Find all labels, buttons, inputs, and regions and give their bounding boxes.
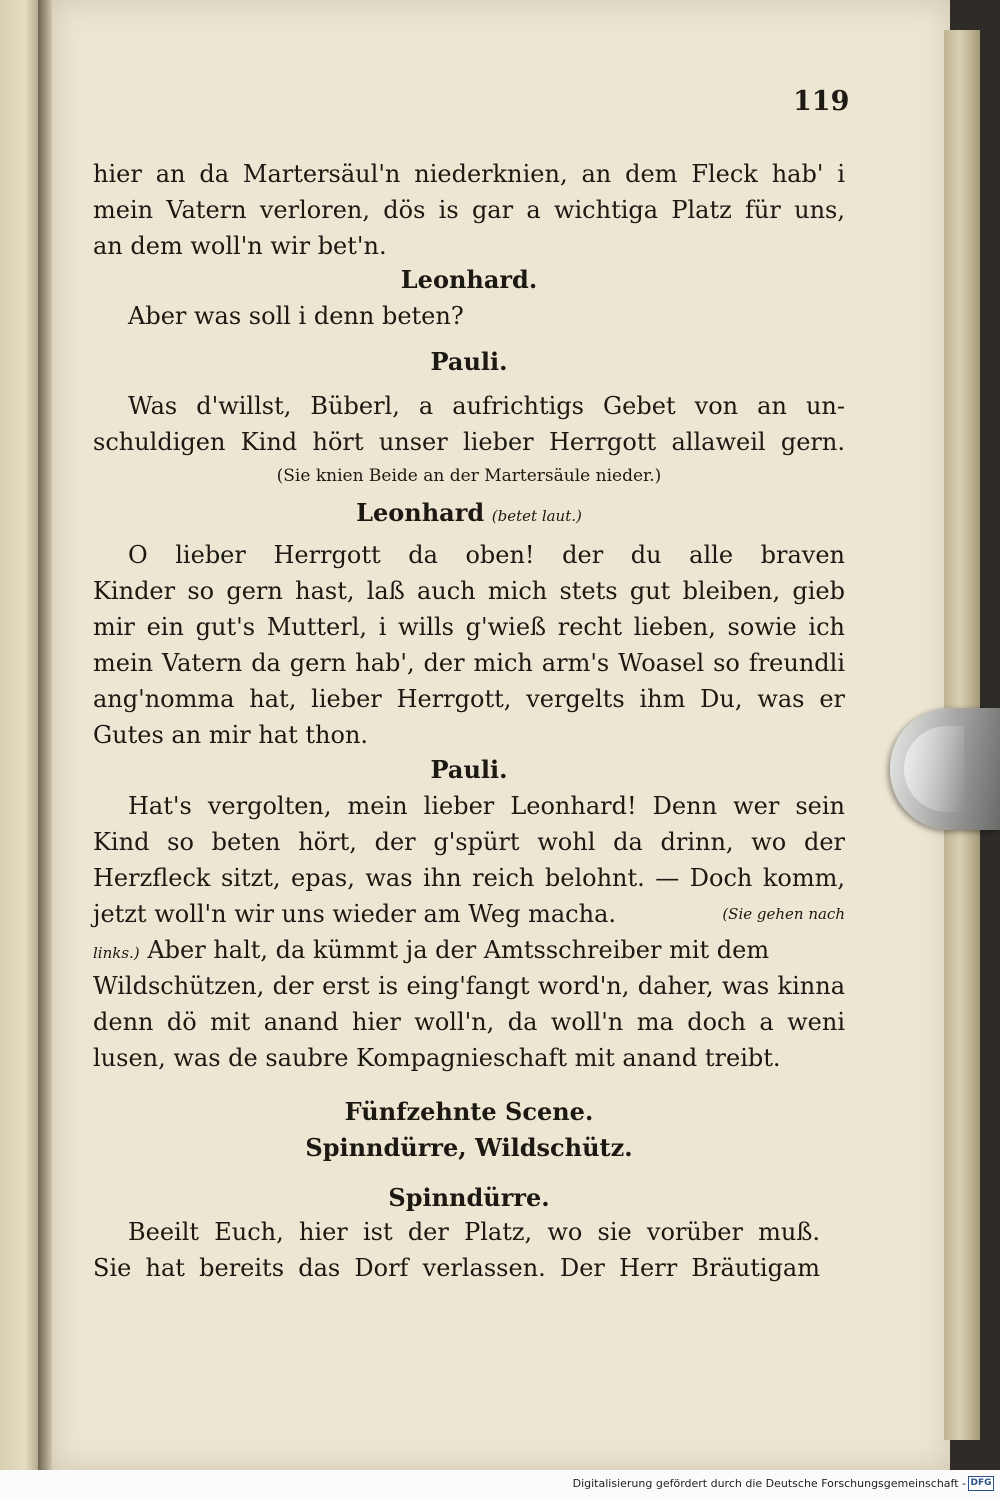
text-line: hier an da Martersäul'n niederknien, an dem Fleck hab' i — [93, 160, 845, 188]
text-line: schuldigen Kind hört unser lieber Herrgott allaweil gern. — [93, 428, 845, 456]
text-line: denn dö mit anand hier woll'n, da woll'n ma doch a weni — [93, 1008, 845, 1036]
text-line: Kind so beten hört, der g'spürt wohl da drinn, wo der — [93, 828, 845, 856]
text-line: ang'nomma hat, lieber Herrgott, vergelts ihm Du, was er — [93, 685, 845, 713]
text-line: mein Vatern da gern hab', der mich arm's Woasel so freundli — [93, 649, 845, 677]
text-line: mir ein gut's Mutterl, i wills g'wieß recht lieben, sowie ich — [93, 613, 845, 641]
text-line: Wildschützen, der erst is eing'fangt word'n, daher, was kinna — [93, 972, 845, 1000]
text-line: an dem woll'n wir bet'n. — [93, 232, 387, 260]
text-line-with-stage — [93, 896, 845, 932]
text-line: Hat's vergolten, mein lieber Leonhard! Denn wer sein — [128, 792, 845, 820]
footer-credit: Digitalisierung gefördert durch die Deutsche Forschungsgemeinschaft - — [572, 1477, 966, 1490]
text-segment: jetzt woll'n wir uns wieder am Weg macha. — [93, 900, 617, 928]
text-line: Gutes an mir hat thon. — [93, 721, 369, 749]
scene-cast: Spinndürre, Wildschütz. — [305, 1133, 633, 1162]
text-line: lusen, was de saubre Kompagnieschaft mit anand treibt. — [93, 1044, 781, 1072]
text-line-with-stage — [93, 932, 845, 971]
text-segment: Aber halt, da kümmt ja der Amtsschreiber mit dem — [147, 936, 770, 964]
inline-stage-direction: (Sie gehen nach — [722, 905, 845, 923]
speaker-heading: Leonhard. — [400, 265, 538, 294]
speaker-heading: Pauli. — [430, 755, 508, 784]
speaker-note: (betet laut.) — [491, 507, 582, 525]
text-line: Sie hat bereits das Dorf verlassen. Der Herr Bräutigam — [93, 1254, 820, 1282]
dfg-logo: DFG — [968, 1476, 994, 1491]
text-line: Was d'willst, Büberl, a aufrichtigs Gebet von an un- — [128, 392, 845, 420]
speaker-name: Leonhard — [356, 498, 485, 527]
speaker-heading-with-note — [93, 495, 845, 534]
inline-stage-direction: links.) — [93, 944, 140, 962]
text-line: Aber was soll i denn beten? — [128, 302, 464, 330]
speaker-heading: Spinndürre. — [388, 1183, 550, 1212]
text-line: Beeilt Euch, hier ist der Platz, wo sie vorüber muß. — [128, 1218, 820, 1246]
speaker-heading: Pauli. — [430, 347, 508, 376]
page-clip — [890, 708, 1000, 830]
stage-direction: (Sie knien Beide an der Martersäule nieder.) — [276, 466, 662, 486]
scene-title: Fünfzehnte Scene. — [344, 1097, 594, 1126]
text-line: Kinder so gern hast, laß auch mich stets gut bleiben, gieb — [93, 577, 845, 605]
text-line: mein Vatern verloren, dös is gar a wichtiga Platz für uns, — [93, 196, 845, 224]
text-line: O lieber Herrgott da oben! der du alle braven — [128, 541, 845, 569]
left-page-edge — [0, 0, 42, 1470]
page-number: 119 — [793, 86, 850, 117]
text-line: Herzfleck sitzt, epas, was ihn reich belohnt. — Doch komm, — [93, 864, 845, 892]
